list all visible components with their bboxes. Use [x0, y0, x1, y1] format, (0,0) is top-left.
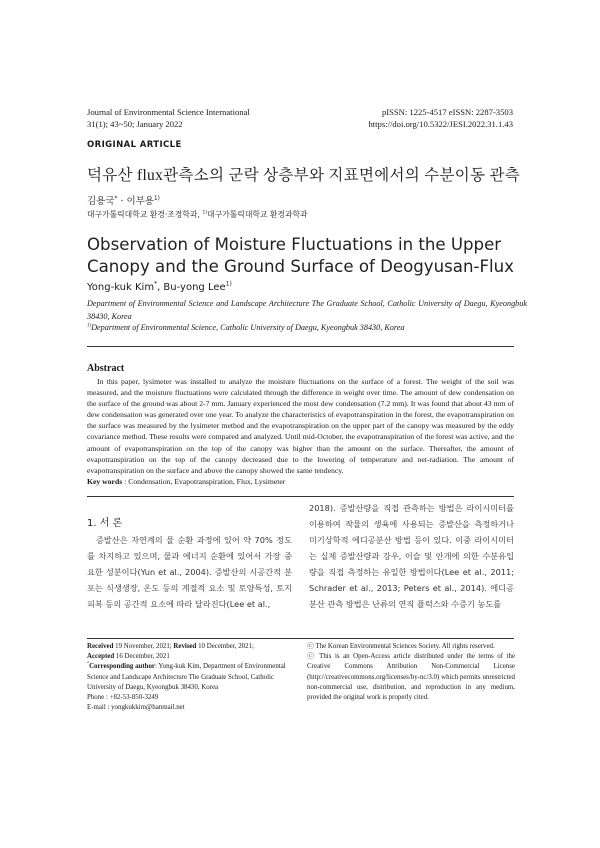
- email: E-mail : yongkukkim@hanmail.net: [87, 704, 185, 712]
- english-author-1: Yong-kuk Kim: [87, 282, 155, 293]
- issn: pISSN: 1225-4517 eISSN: 2287-3503: [381, 107, 513, 117]
- abstract-heading: Abstract: [87, 363, 125, 374]
- author-separator: ·: [117, 196, 127, 207]
- received-label: Received: [87, 643, 114, 650]
- received-line: [87, 642, 294, 652]
- accepted-label: Accepted: [87, 653, 115, 661]
- korean-title: 덕유산 flux관측소의 군락 상층부와 지표면에서의 수분이동 관측: [87, 167, 521, 184]
- affiliation-mark: 1): [153, 195, 160, 202]
- corresponding-text: : Yong-kuk Kim, Department of Environmental Science and Landscape Architecture The Graduate School, Catholic University of Daegu, Kyeongbuk 38430, Korea: [87, 663, 286, 691]
- keywords-list: : Condensation, Evapotranspiration, Flux, Lysimeter: [122, 477, 286, 486]
- corresponding-mark: *: [114, 195, 118, 202]
- keywords-label: Key words: [87, 477, 123, 486]
- journal-name: Journal of Environmental Science International: [87, 107, 250, 117]
- korean-affiliation-2: 대구가톨릭대학교 환경과학과: [207, 210, 308, 219]
- english-author-2: Bu-yong Lee: [163, 282, 226, 293]
- abstract-text: In this paper, lysimeter was installed to analyze the moisture fluctuations on the surface of a forest. The weight of the soil was measured, and the moisture fluctuations were calculated through the difference in weight over time. The amount of dew condensation on the surface of the ground was about 2-7 mm. January experienced the most dew condensation (7.2 mm). It was found that about 43 mm of dew condensation was generated over one year. To analyze the characteristics of evapotranspiration in the forest, the evapotranspiration on the surface was measured by the lysimeter method and the evapotranspiration on the upper part of the canopy was measured by the eddy covariance method. These results were compared and analyzed. Until mid-October, the evapotranspiration of the forest was active, and the amount of evapotranspiration on the top of the canopy was higher than the amount on the surface. Thereafter, the amount of evapotranspiration on the top of the canopy decreased due to the lowering of temperature and net-radiation. The amount of evapotranspiration on the surface and above the canopy showed the same tendency.: [87, 377, 514, 475]
- affiliation-mark: 1): [87, 323, 92, 329]
- footnote-left: [87, 642, 294, 713]
- corresponding-label: Corresponding author: [89, 663, 155, 671]
- english-affiliation-1: Department of Environmental Science and Landscape Architecture The Graduate School, Catholic University of Daegu, Kyeongbuk 38430, Korea: [87, 299, 527, 321]
- english-title: Observation of Moisture Fluctuations in the Upper Canopy and the Ground Surface of Deogyusan-Flux: [87, 235, 514, 276]
- english-affiliation-2: Department of Environmental Science, Catholic University of Daegu, Kyeongbuk 38430, Korea: [91, 323, 405, 332]
- corresponding-author: [87, 662, 294, 693]
- footnote-right: [307, 642, 515, 703]
- author-separator: ,: [157, 282, 164, 293]
- korean-author-2: 이부용: [126, 196, 154, 207]
- affiliation-mark: 1): [202, 210, 208, 216]
- accepted-date: 16 December, 2021: [114, 653, 170, 661]
- phone: Phone : +82-53-850-3249: [87, 694, 159, 702]
- journal-issue: 31(1); 43~50; January 2022: [87, 119, 183, 129]
- revised-label: Revised: [173, 643, 197, 650]
- body-column-left: 증발산은 자연계의 물 순환 과정에 있어 약 70% 정도를 차지하고 있으며, 물과 에너지 순환에 있어서 가장 중요한 성분이다(Yun et al., 2004). 증발산의 시공간적 분포는 식생생장, 온도 등의 계절적 요소 및 토양특성, 토지피복 등의 공간적 요소에 따라 달라진다(Lee et al.,: [87, 535, 292, 609]
- korean-authors: [87, 193, 160, 207]
- divider: [87, 496, 514, 497]
- divider: [87, 346, 514, 347]
- issn-info: [368, 106, 513, 130]
- section-heading: 1. 서 론: [87, 518, 123, 529]
- keywords: [87, 477, 285, 486]
- english-affiliation-2-wrap: [87, 323, 527, 332]
- journal-info: [87, 106, 250, 130]
- affiliation-mark: 1): [225, 280, 232, 288]
- license-notice: ⓒ This is an Open-Access article distributed under the terms of the Creative Commons Attribution Non-Commercial License (http://creativecommons.org/licenses/by-nc/3.0) which permits unrestricted non-commercial use, distribution, and reproduction in any medium, provided the original work is properly cited.: [307, 653, 515, 702]
- doi-link[interactable]: https://doi.org/10.5322/JESI.2022.31.1.43: [368, 119, 513, 129]
- korean-affiliations: [87, 209, 308, 220]
- english-authors: [87, 282, 232, 293]
- divider: [87, 638, 514, 639]
- korean-author-1: 김용국: [87, 196, 115, 207]
- article-type: ORIGINAL ARTICLE: [87, 140, 182, 150]
- accepted-line: [87, 652, 294, 662]
- revised-date: 10 December, 2021;: [196, 643, 254, 650]
- corresponding-mark: *: [87, 661, 90, 667]
- body-column-right: 2018). 증발산량을 직접 관측하는 방법은 라이시미터를 이용하여 작물의 생육에 사용되는 증발산을 측정하거나 미기상학적 에디공분산 방법 등이 있다. 이중 라이시미터는 실제 증발산량과 강우, 이슬 및 안개에 의한 수분유입량을 직접 측정하는 유일한 방법이다(Lee et al., 2011; Schrader et al., 2013; Peters et al., 2014). 에디공분산 관측 방법은 난류의 연직 플럭스와 수증기 농도를: [309, 503, 514, 609]
- copyright-notice: ⓒ The Korean Environmental Sciences Society. All rights reserved.: [307, 643, 495, 650]
- received-date: 19 November, 2021;: [113, 643, 174, 650]
- corresponding-mark: *: [154, 280, 158, 288]
- korean-affiliation-1: 대구가톨릭대학교 환경·조경학과,: [87, 210, 203, 219]
